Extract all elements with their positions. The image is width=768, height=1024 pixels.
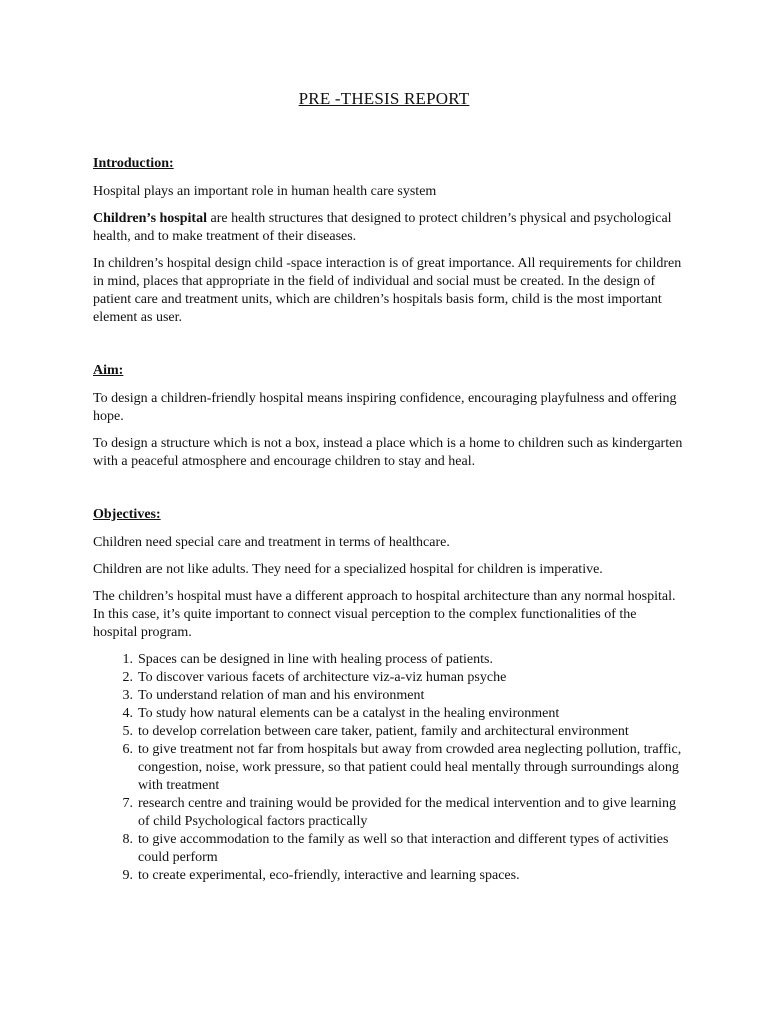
list-item-number: 4. <box>122 706 133 721</box>
list-item-number: 5. <box>122 724 133 739</box>
objectives-paragraph-2: Children are not like adults. They need for a specialized hospital for children is imperative. <box>93 562 603 577</box>
list-item <box>93 795 683 831</box>
introduction-heading: Introduction: <box>93 156 174 171</box>
aim-section <box>93 362 683 471</box>
objectives-heading: Objectives: <box>93 507 161 522</box>
section-spacer <box>93 336 683 362</box>
page-title: PRE -THESIS REPORT <box>298 89 470 108</box>
introduction-paragraph-3: In children’s hospital design child -space interaction is of great importance. All requirements for children in mind, places that appropriate in the field of individual and social must be created. In the design of patient care and treatment units, which are children’s hospitals basis form, child is the most important element as user. <box>93 256 682 325</box>
list-item-text: Spaces can be designed in line with healing process of patients. <box>138 652 493 667</box>
list-item-number: 3. <box>122 688 133 703</box>
list-item <box>93 687 683 705</box>
list-item-text: to develop correlation between care taker, patient, family and architectural environment <box>138 724 629 739</box>
list-item-text: To study how natural elements can be a catalyst in the healing environment <box>138 706 560 721</box>
list-item <box>93 651 683 669</box>
list-item-text: To understand relation of man and his environment <box>138 688 425 703</box>
list-item-text: to create experimental, eco-friendly, interactive and learning spaces. <box>138 868 520 883</box>
objectives-paragraph-3: The children’s hospital must have a different approach to hospital architecture than any normal hospital. In this case, it’s quite important to connect visual perception to the complex functionalities of the hospital program. <box>93 589 676 640</box>
introduction-paragraph-2-text: are health structures that designed to protect children’s physical and psychological health, and to make treatment of their diseases. <box>93 211 672 244</box>
introduction-paragraph-1: Hospital plays an important role in human health care system <box>93 184 437 199</box>
list-item <box>93 741 683 795</box>
document-body <box>93 155 683 885</box>
list-item-number: 8. <box>122 832 133 847</box>
list-item <box>93 867 683 885</box>
objectives-list <box>93 651 683 885</box>
list-item-number: 9. <box>122 868 133 883</box>
list-item-number: 7. <box>122 796 133 811</box>
list-item-text: to give accommodation to the family as well so that interaction and different types of activities could perform <box>138 832 669 865</box>
childrens-hospital-term: Children’s hospital <box>93 211 207 226</box>
section-spacer <box>93 480 683 506</box>
introduction-section <box>93 155 683 327</box>
list-item <box>93 669 683 687</box>
list-item-number: 2. <box>122 670 133 685</box>
aim-paragraph-2: To design a structure which is not a box, instead a place which is a home to children such as kindergarten with a peaceful atmosphere and encourage children to stay and heal. <box>93 436 683 469</box>
aim-heading: Aim: <box>93 363 124 378</box>
list-item <box>93 831 683 867</box>
introduction-paragraph-2 <box>93 210 683 246</box>
list-item-number: 6. <box>122 742 133 757</box>
list-item <box>93 723 683 741</box>
objectives-section <box>93 506 683 885</box>
aim-paragraph-1: To design a children-friendly hospital means inspiring confidence, encouraging playfulness and offering hope. <box>93 391 677 424</box>
list-item-text: to give treatment not far from hospitals but away from crowded area neglecting pollution, traffic, congestion, noise, work pressure, so that patient could heal mentally through surroundings along with treatment <box>138 742 682 793</box>
objectives-paragraph-1: Children need special care and treatment in terms of healthcare. <box>93 535 450 550</box>
list-item-text: To discover various facets of architecture viz-a-viz human psyche <box>138 670 507 685</box>
list-item-number: 1. <box>122 652 133 667</box>
list-item <box>93 705 683 723</box>
list-item-text: research centre and training would be provided for the medical intervention and to give learning of child Psychological factors practically <box>138 796 677 829</box>
